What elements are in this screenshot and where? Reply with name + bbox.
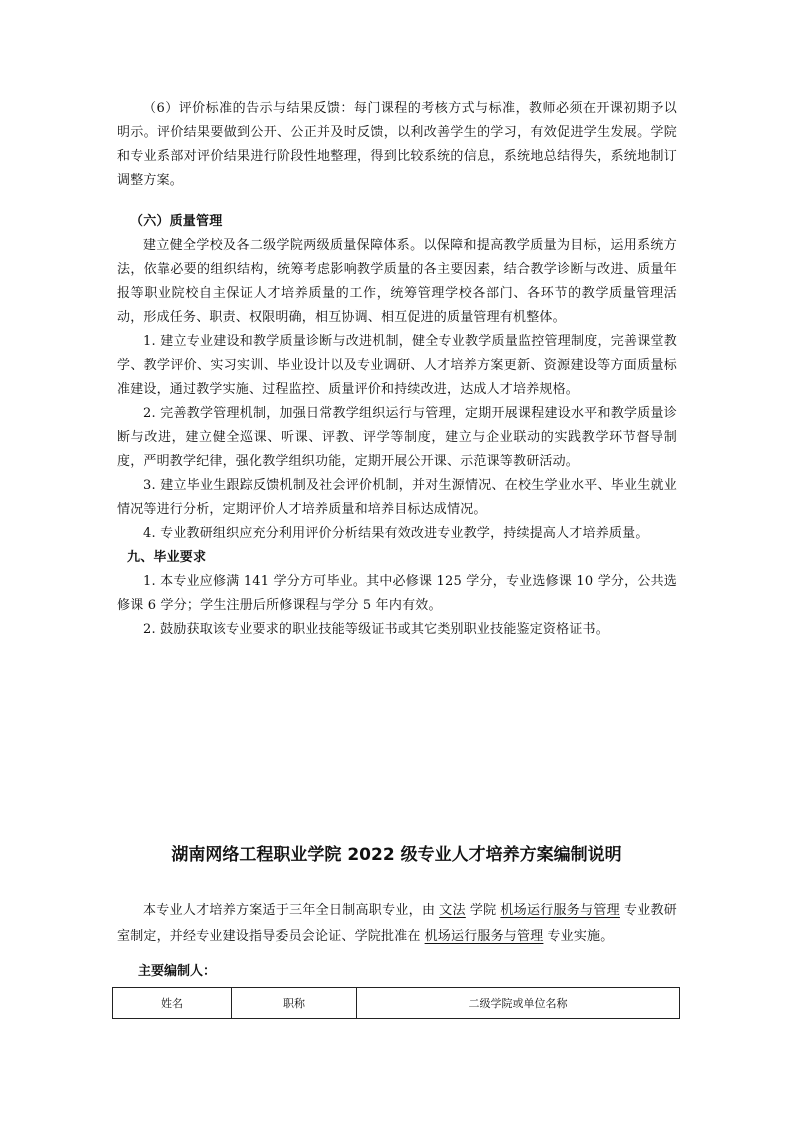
paragraph-quality-item-2: 2. 完善教学管理机制，加强日常教学组织运行与管理，定期开展课程建设水平和教学质量诊断与改进，建立健全巡课、听课、评教、评学等制度，建立与企业联动的实践教学环节督导制度，严明教学纪律，强化教学组织功能，定期开展公开课、示范课等教研活动。: [117, 406, 677, 469]
intro-text-4: 专业实施。: [547, 929, 614, 944]
college-name: 文法: [439, 903, 466, 918]
document-title: 湖南网络工程职业学院 2022 级专业人才培养方案编制说明: [171, 845, 622, 865]
paragraph-graduation-item-2: 2. 鼓励获取该专业要求的职业技能等级证书或其它类别职业技能鉴定资格证书。: [143, 622, 609, 637]
intro-block: [117, 898, 677, 950]
section-heading-graduation: 九、毕业要求: [127, 550, 207, 565]
column-header-unit: 二级学院或单位名称: [357, 988, 680, 1019]
major-name-2: 机场运行服务与管理: [424, 929, 544, 944]
section-heading-quality: （六）质量管理: [130, 214, 223, 229]
paragraph-quality-item-4: 4. 专业教研组织应充分利用评价分析结果有效改进专业教学，持续提高人才培养质量。: [143, 526, 649, 541]
table-header-row: [113, 988, 680, 1019]
major-name-1: 机场运行服务与管理: [500, 903, 620, 918]
body-text: [117, 97, 677, 642]
paragraph-quality-item-1: 1. 建立专业建设和教学质量诊断与改进机制，健全专业教学质量监控管理制度，完善课堂教学、教学评价、实习实训、毕业设计以及专业调研、人才培养方案更新、资源建设等方面质量标准建设，通过教学实施、过程监控、质量评价和持续改进，达成人才培养规格。: [117, 334, 677, 397]
intro-text-2: 学院: [469, 903, 497, 918]
intro-text-3: 专业教研室制定，并经专业建设指导委员会论证、学院批准在: [117, 903, 678, 944]
editors-label: 主要编制人：: [138, 964, 217, 979]
editors-table: [112, 987, 680, 1019]
column-header-title: 职称: [232, 988, 357, 1019]
paragraph-quality-item-3: 3. 建立毕业生跟踪反馈机制及社会评价机制，并对生源情况、在校生学业水平、毕业生就业情况等进行分析，定期评价人才培养质量和培养目标达成情况。: [117, 478, 677, 517]
intro-paragraph: [117, 898, 677, 950]
column-header-name: 姓名: [113, 988, 232, 1019]
intro-text-1: 本专业人才培养方案适于三年全日制高职专业，由: [143, 903, 436, 918]
paragraph-graduation-item-1: 1. 本专业应修满 141 学分方可毕业。其中必修课 125 学分，专业选修课 10 学分，公共选修课 6 学分；学生注册后所修课程与学分 5 年内有效。: [117, 574, 677, 613]
paragraph-quality-system: 建立健全学校及各二级学院两级质量保障体系。以保障和提高教学质量为目标，运用系统方法，依靠必要的组织结构，统筹考虑影响教学质量的各主要因素，结合教学诊断与改进、质量年报等职业院校自主保证人才培养质量的工作，统筹管理学校各部门、各环节的教学质量管理活动，形成任务、职责、权限明确，相互协调、相互促进的质量管理有机整体。: [117, 238, 677, 325]
paragraph-evaluation-feedback: （6）评价标准的告示与结果反馈：每门课程的考核方式与标准，教师必须在开课初期予以明示。评价结果要做到公开、公正并及时反馈，以利改善学生的学习，有效促进学生发展。学院和专业系部对评价结果进行阶段性地整理，得到比较系统的信息，系统地总结得失，系统地制订调整方案。: [117, 101, 677, 188]
